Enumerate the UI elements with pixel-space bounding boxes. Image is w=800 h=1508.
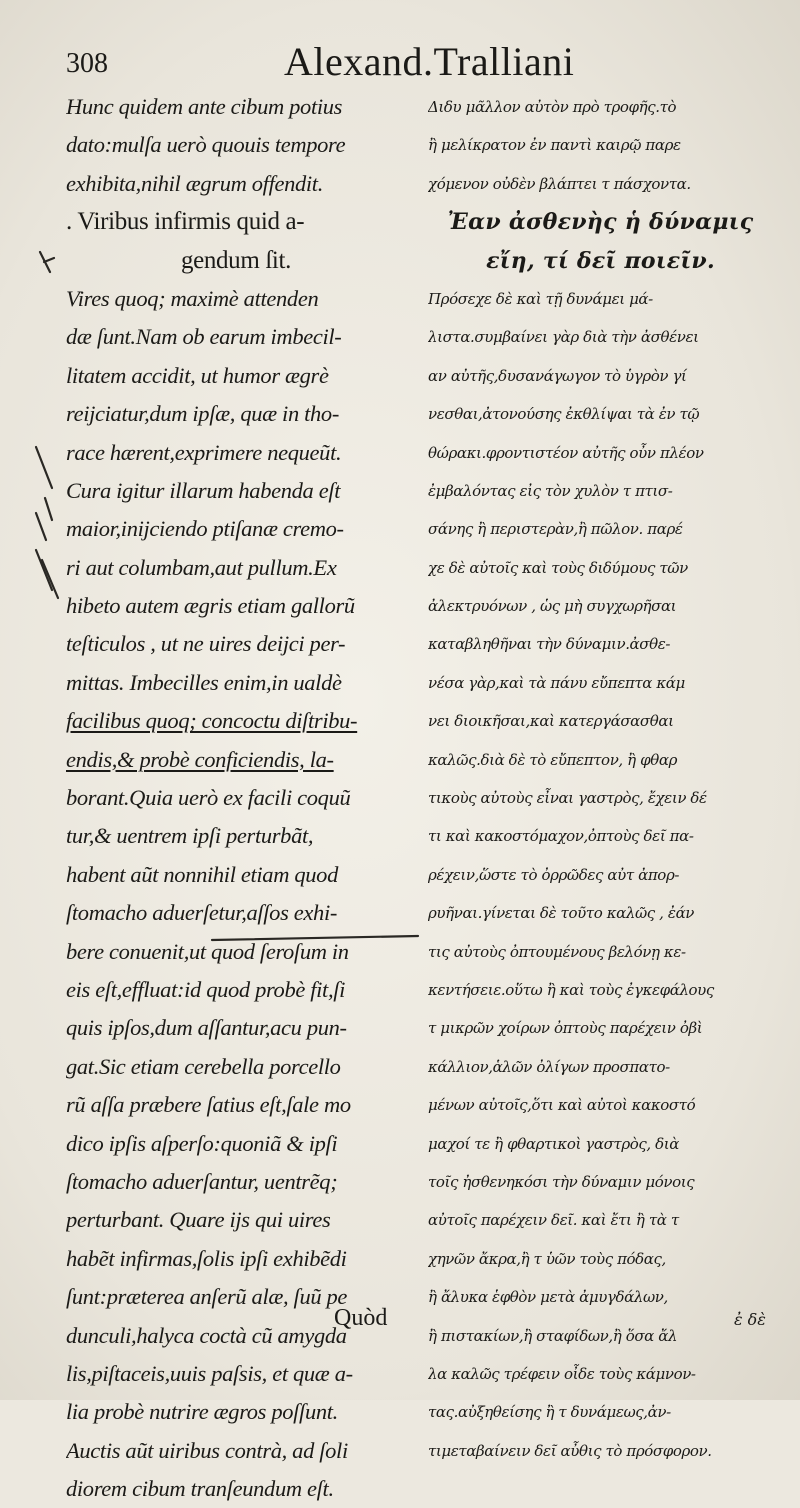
greek-line: Διδυ μᾶλλον αὐτὸν πρὸ τροφῆς.τὸ	[428, 98, 677, 116]
greek-line: τις αὐτοὺς ὀπτουμένους βελόνῃ κε-	[428, 942, 686, 961]
latin-line: gat.Sic etiam cerebella porcello	[66, 1053, 341, 1079]
greek-line: τικοὺς αὐτοὺς εἶναι γαστρὸς, ἔχειν δέ	[428, 789, 707, 808]
latin-line: exhibita,nihil ægrum offendit.	[66, 170, 323, 196]
greek-line: τι καὶ κακοστόμαχον,ὀπτοὺς δεῖ πα-	[428, 827, 694, 846]
latin-line: endis,& probè conficiendis, la-	[66, 746, 334, 772]
margin-mark	[36, 550, 52, 590]
latin-line: tur,& uentrem ipſi perturbãt,	[66, 823, 314, 849]
latin-line: hibeto autem ægris etiam gallorũ	[66, 593, 355, 619]
latin-line: dunculi,halyca coctà cũ amygda	[66, 1322, 347, 1348]
greek-line: νέσα γὰρ,καὶ τὰ πάνυ εὔπεπτα κάμ	[428, 673, 685, 692]
latin-line: perturbant. Quare ijs qui uires	[66, 1207, 331, 1233]
greek-line: χόμενον οὐδὲν βλάπτει τ πάσχοντα.	[428, 174, 691, 193]
latin-line: mittas. Imbecilles enim,in ualdè	[66, 669, 342, 695]
greek-line: εἴη, τί δεῖ ποιεῖν.	[486, 247, 715, 274]
latin-line: dæ ſunt.Nam ob earum imbecil-	[66, 324, 342, 350]
greek-line: ἢ πιστακίων,ἢ σταφίδων,ἢ ὅσα ἄλ	[428, 1326, 678, 1345]
greek-line: λα καλῶς τρέφειν οἶδε τοὺς κάμνον-	[428, 1364, 696, 1383]
greek-line: τας.αὐξηθείσης ἢ τ δυνάμεως,ἀν-	[428, 1403, 671, 1422]
latin-line: quis ipſos,dum aſſantur,acu pun-	[66, 1015, 347, 1041]
greek-column	[428, 88, 773, 1470]
margin-mark	[42, 560, 58, 598]
latin-line: Auctis aũt uiribus contrà, ad ſoli	[66, 1437, 348, 1463]
latin-line: Hunc quidem ante cibum potius	[66, 94, 343, 119]
latin-line: dato:mulſa uerò quouis tempore	[66, 132, 346, 158]
latin-line: habẽt infirmas,ſolis ipſi exhibẽdi	[66, 1245, 347, 1271]
latin-line: lia probè nutrire ægros poſſunt.	[66, 1399, 338, 1425]
page-header	[66, 38, 770, 90]
latin-line: . Viribus infirmis quid a-	[66, 208, 305, 236]
greek-line: σάνης ἢ περιστερὰν,ἢ πῶλον. παρέ	[428, 520, 683, 539]
greek-line: μένων αὐτοῖς,ὅτι καὶ αὐτοὶ κακοστό	[428, 1096, 696, 1115]
margin-mark	[36, 447, 52, 488]
latin-line: ri aut columbam,aut pullum.Ex	[66, 554, 337, 580]
latin-line: eis eſt,effluat:id quod probè fit,ſi	[66, 976, 346, 1002]
page-number: 308	[66, 48, 108, 79]
latin-line: ſtomacho aduerſetur,aſſos exhi-	[66, 900, 337, 926]
greek-line: τιμεταβαίνειν δεῖ αὖθις τὸ πρόσφορον.	[428, 1441, 712, 1460]
greek-line: ἐμβαλόντας εἰς τὸν χυλὸν τ πτισ-	[428, 481, 673, 500]
latin-line: litatem accidit, ut humor ægrè	[66, 362, 329, 388]
greek-line: ἢ ἄλυκα ἑφθὸν μετὰ ἀμυγδάλων,	[428, 1288, 668, 1307]
greek-line: κεντήσειε.οὕτω ἢ καὶ τοὺς ἐγκεφάλους	[428, 980, 714, 999]
latin-line: reijciatur,dum ipſæ, quæ in tho-	[66, 401, 339, 427]
greek-line: αὐτοῖς παρέχειν δεῖ. καὶ ἔτι ἢ τὰ τ	[428, 1211, 679, 1230]
greek-line: καταβληθῆναι τὴν δύναμιν.ἀσθε-	[428, 635, 671, 654]
catchword: Quòd	[334, 1305, 388, 1331]
latin-column	[66, 88, 406, 1508]
latin-line: Vires quoq; maximè attenden	[66, 285, 319, 311]
greek-line: ἢ μελίκρατον ἐν παντὶ καιρῷ παρε	[428, 136, 681, 155]
latin-line: rũ aſſa præbere ſatius eſt,ſale mo	[66, 1092, 351, 1118]
margin-mark	[36, 513, 46, 540]
greek-line: λιστα.συμβαίνει γὰρ διὰ τὴν ἀσθένει	[428, 328, 699, 347]
greek-line: χε δὲ αὐτοῖς καὶ τοὺς διδύμους τῶν	[428, 558, 688, 577]
greek-line: θώρακι.φροντιστέον αὐτῆς οὖν πλέον	[428, 443, 704, 462]
greek-line: χηνῶν ἄκρα,ἢ τ ὑῶν τοὺς πόδας,	[428, 1249, 666, 1268]
greek-line: τοῖς ἠσθενηκόσι τὴν δύναμιν μόνοις	[428, 1172, 695, 1191]
greek-line: Πρόσεχε δὲ καὶ τῇ δυνάμει μά-	[428, 289, 653, 308]
latin-line: bere conuenit,ut quod ſeroſum in	[66, 938, 349, 964]
margin-mark	[40, 252, 50, 272]
greek-line: Ἐαν ἀσθενὴς ἡ δύναμις	[447, 209, 754, 236]
running-title: Alexand.Tralliani	[284, 39, 575, 84]
greek-line: τ μικρῶν χοίρων ὀπτοὺς παρέχειν ὀβὶ	[428, 1019, 703, 1038]
latin-line: habent aũt nonnihil etiam quod	[66, 861, 338, 887]
catchword-greek: ἐ δὲ	[734, 1310, 766, 1329]
latin-line: ſtomacho aduerſantur, uentrẽq;	[66, 1168, 338, 1194]
latin-line: diorem cibum tranſeundum eſt.	[66, 1476, 334, 1502]
greek-line: καλῶς.διὰ δὲ τὸ εὔπεπτον, ἢ φθαρ	[428, 750, 677, 769]
latin-line: dico ipſis aſperſo:quoniã & ipſi	[66, 1130, 338, 1156]
latin-line: lis,piſtaceis,uuis paſsis, et quæ a-	[66, 1360, 353, 1386]
greek-line: νει διοικῆσαι,καὶ κατεργάσασθαι	[428, 712, 674, 731]
greek-line: νεσθαι,ἀτονούσης ἐκθλίψαι τὰ ἐν τῷ	[428, 405, 700, 424]
greek-line: μαχοί τε ἢ φθαρτικοὶ γαστρὸς, διὰ	[428, 1134, 679, 1153]
greek-line: αν αὐτῆς,δυσανάγωγον τὸ ὑγρὸν γί	[428, 366, 687, 385]
latin-line: Cura igitur illarum habenda eſt	[66, 477, 341, 503]
latin-line: gendum ſit.	[180, 246, 292, 274]
margin-mark	[45, 498, 52, 520]
greek-line: ρυῆναι.γίνεται δὲ τοῦτο καλῶς , ἐάν	[428, 904, 695, 923]
latin-line: race hærent,exprimere nequeũt.	[66, 439, 342, 465]
margin-mark	[44, 258, 54, 262]
latin-line: borant.Quia uerò ex facili coquũ	[66, 785, 351, 811]
latin-line: facilibus quoq; concoctu diſtribu-	[66, 708, 358, 734]
latin-line: ſunt:præterea anſerũ alæ, ſuũ pe	[66, 1284, 348, 1310]
greek-line: ἀλεκτρυόνων , ὡς μὴ συγχωρῆσαι	[428, 597, 677, 616]
greek-line: κάλλιον,ἁλῶν ὀλίγων προσπατο-	[428, 1057, 670, 1076]
latin-line: maior,inijciendo ptiſanæ cremo-	[66, 516, 344, 542]
greek-line: ρέχειν,ὥστε τὸ ὀρρῶδες αὐτ ἀπορ-	[428, 865, 680, 884]
latin-line: teſticulos , ut ne uires deijci per-	[66, 631, 346, 657]
